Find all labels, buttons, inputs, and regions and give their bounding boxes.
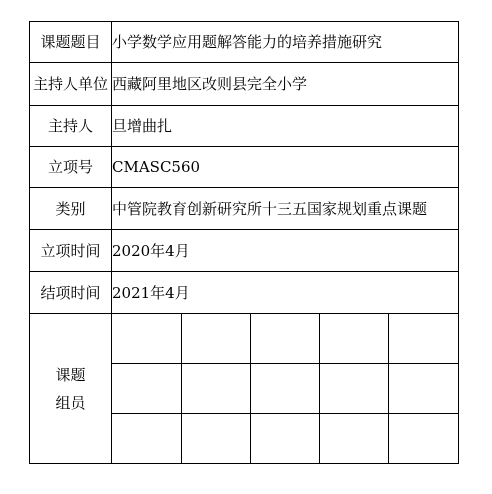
member-slot	[389, 314, 458, 364]
member-slot	[181, 364, 250, 414]
value-project-title: 小学数学应用题解答能力的培养措施研究	[112, 22, 459, 63]
label-start-date: 立项时间	[30, 230, 112, 272]
members-grid-row	[112, 414, 458, 464]
members-grid	[112, 314, 458, 463]
row-project-title	[30, 22, 459, 63]
member-slot	[181, 414, 250, 464]
label-host: 主持人	[30, 106, 112, 147]
project-info-table	[29, 21, 459, 464]
value-start-date: 2020年4月	[112, 230, 459, 272]
member-slot	[250, 414, 319, 464]
value-project-number: CMASC560	[112, 147, 459, 188]
row-members	[30, 314, 459, 464]
row-start-date	[30, 230, 459, 272]
label-project-number: 立项号	[30, 147, 112, 188]
value-host-unit: 西藏阿里地区改则县完全小学	[112, 63, 459, 106]
member-slot	[181, 314, 250, 364]
value-category: 中管院教育创新研究所十三五国家规划重点课题	[112, 188, 459, 230]
row-project-number	[30, 147, 459, 188]
members-grid-cell	[112, 314, 459, 464]
member-slot	[320, 314, 389, 364]
value-end-date: 2021年4月	[112, 272, 459, 314]
member-slot	[389, 414, 458, 464]
label-end-date: 结项时间	[30, 272, 112, 314]
label-host-unit: 主持人单位	[30, 63, 112, 106]
row-category	[30, 188, 459, 230]
label-members	[30, 314, 112, 464]
member-slot	[320, 414, 389, 464]
row-end-date	[30, 272, 459, 314]
members-grid-row	[112, 314, 458, 364]
member-slot	[320, 364, 389, 414]
label-category: 类别	[30, 188, 112, 230]
member-slot	[112, 364, 181, 414]
row-host	[30, 106, 459, 147]
member-slot	[250, 364, 319, 414]
member-slot	[112, 414, 181, 464]
members-grid-row	[112, 364, 458, 414]
member-slot	[112, 314, 181, 364]
row-host-unit	[30, 63, 459, 106]
label-members-line1: 课题	[55, 365, 86, 384]
member-slot	[389, 364, 458, 414]
label-project-title: 课题题目	[30, 22, 112, 63]
value-host: 旦增曲扎	[112, 106, 459, 147]
member-slot	[250, 314, 319, 364]
label-members-line2: 组员	[55, 393, 86, 412]
